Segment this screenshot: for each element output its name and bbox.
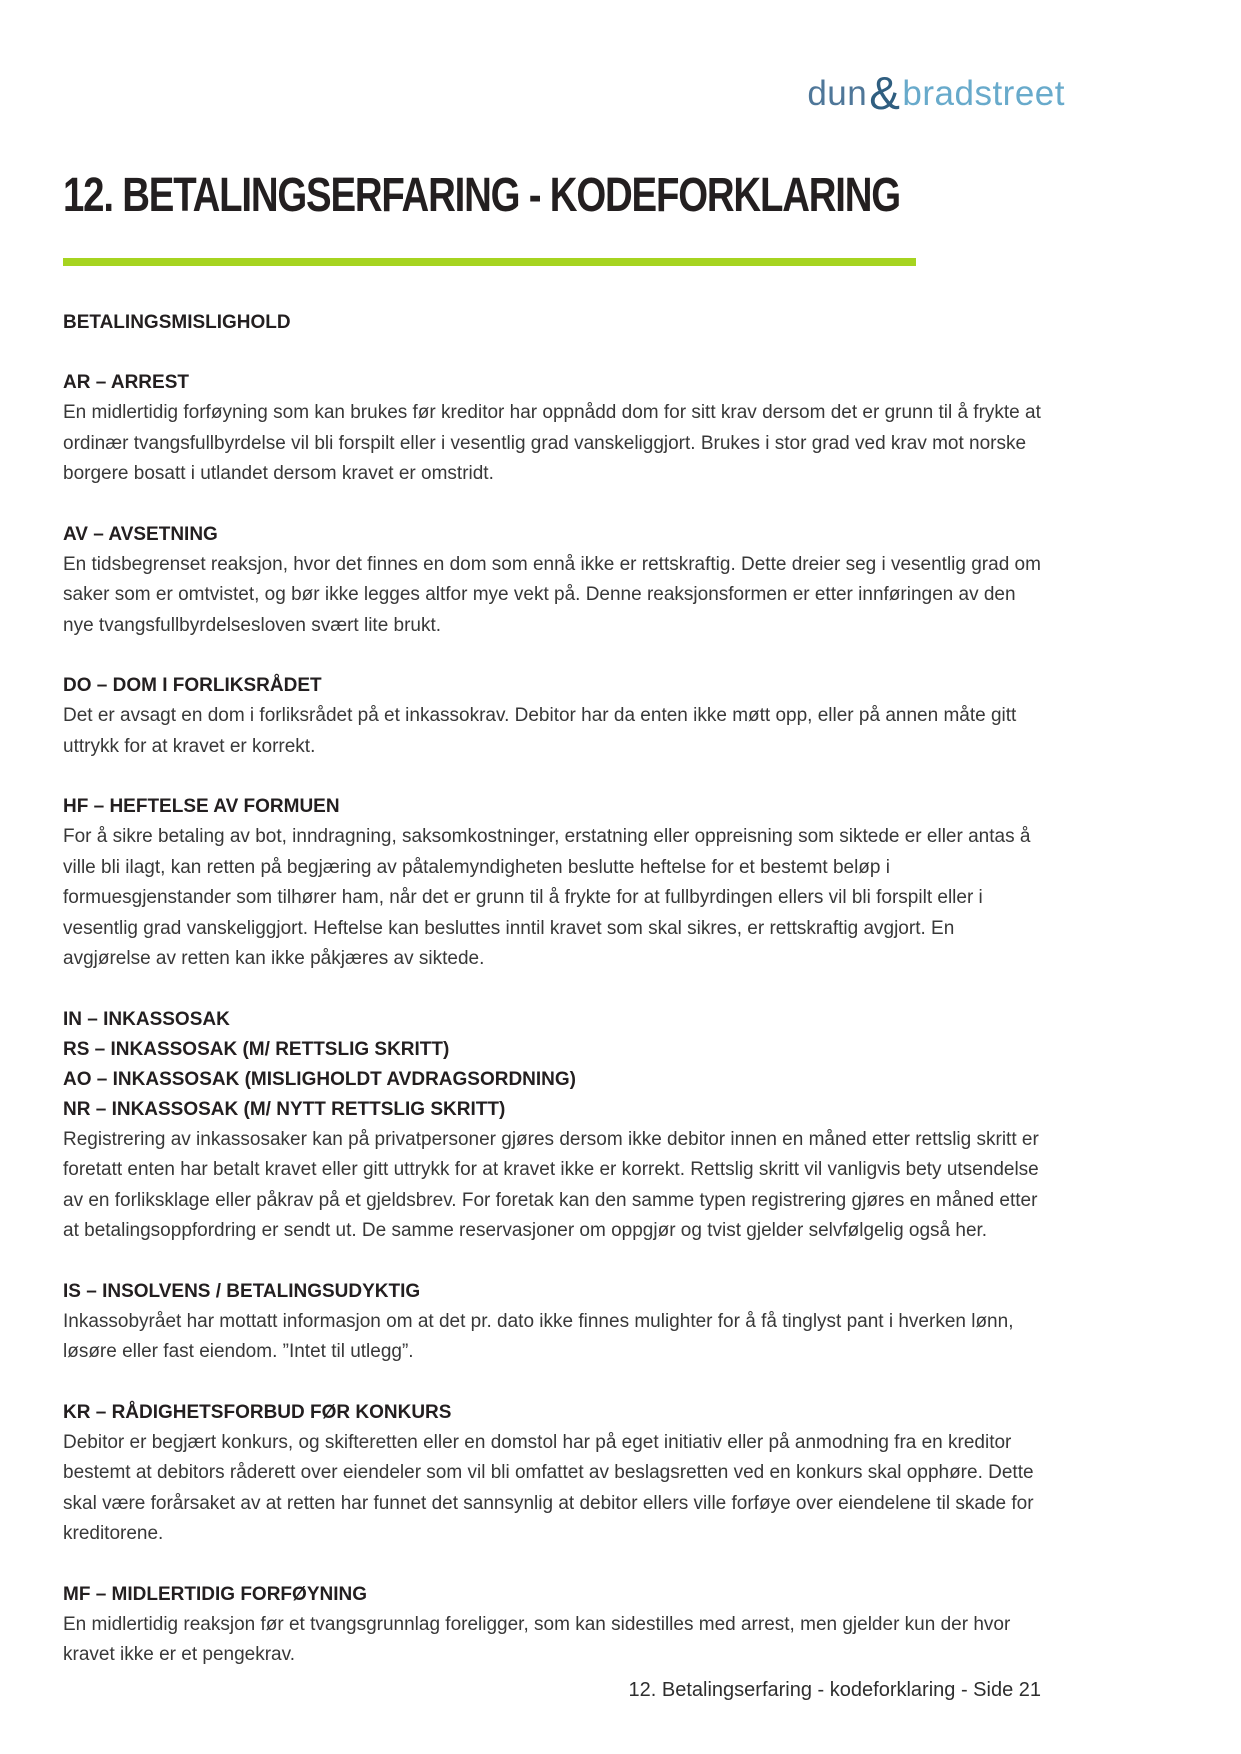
code-heading: HF – HEFTELSE AV FORMUEN	[63, 796, 340, 817]
code-heading: AO – INKASSOSAK (MISLIGHOLDT AVDRAGSORDNING)	[63, 1068, 577, 1090]
code-heading: IS – INSOLVENS / BETALINGSUDYKTIG	[63, 1280, 421, 1302]
page-title: 12. BETALINGSERFARING - KODEFORKLARING	[63, 169, 900, 222]
code-description: Registrering av inkassosaker kan på privatpersoner gjøres dersom ikke debitor innen en måned etter rettslig skritt er foretatt enten har betalt kravet eller gitt uttrykk for at kravet ikke er korrekt. Rettslig skritt vil vanligvis bety utsendelse av en forliksklage eller påkrav på et gjeldsbrev. For foretak kan den samme typen registrering gjøres en måned etter at betalingsoppfordring er sendt ut. De samme reservasjoner om oppgjør og tvist gjelder selvfølgelig også her.	[63, 1128, 1039, 1241]
logo-text-bradstreet: bradstreet	[902, 74, 1065, 113]
code-heading: AV – AVSETNING	[63, 523, 218, 545]
logo-text-dun: dun	[807, 74, 868, 113]
code-description: En midlertidig forføyning som kan brukes før kreditor har oppnådd dom for sitt krav dersom det er grunn til å frykte at ordinær tvangsfullbyrdelse vil bli forspilt eller i vesentlig grad vanskeliggjort. Brukes i stor grad ved krav mot norske borgere bosatt i utlandet dersom kravet er omstridt.	[63, 402, 1041, 484]
code-entry-mf	[63, 1580, 1045, 1671]
code-entry-do	[63, 671, 1045, 762]
code-entry-hf	[63, 792, 1045, 975]
code-entry-is	[63, 1277, 1045, 1368]
code-heading: RS – INKASSOSAK (M/ RETTSLIG SKRITT)	[63, 1038, 450, 1060]
code-heading: IN – INKASSOSAK	[63, 1008, 230, 1030]
code-description: Debitor er begjært konkurs, og skifteretten eller en domstol har på eget initiativ eller på anmodning fra en kreditor bestemt at debitors råderett over eiendeler som vil bli omfattet av beslagsretten ved en konkurs skal opphøre. Dette skal være forårsaket av at retten har funnet det sannsynlig at debitor ellers ville forføye over eiendelene til skade for kreditorene.	[63, 1431, 1034, 1544]
code-entry-av	[63, 520, 1045, 642]
code-entry-kr	[63, 1398, 1045, 1550]
code-entry-ar	[63, 368, 1045, 490]
code-entry-inkasso-group	[63, 1005, 1045, 1247]
code-description: En midlertidig reaksjon før et tvangsgrunnlag foreligger, som kan sidestilles med arrest, men gjelder kun der hvor kravet ikke er et pengekrav.	[63, 1613, 1011, 1665]
code-heading: DO – DOM I FORLIKSRÅDET	[63, 675, 322, 696]
logo-ampersand-icon: &	[869, 67, 901, 119]
code-heading: AR – ARREST	[63, 372, 189, 393]
code-description: Inkassobyrået har mottatt informasjon om at det pr. dato ikke finnes mulighter for å få tinglyst pant i hverken lønn, løsøre eller fast eiendom. ”Intet til utlegg”.	[63, 1310, 1014, 1362]
code-description: Det er avsagt en dom i forliksrådet på et inkassokrav. Debitor har da enten ikke møtt opp, eller på annen måte gitt uttrykk for at kravet er korrekt.	[63, 705, 1017, 757]
title-accent-rule	[63, 258, 916, 266]
page-footer: 12. Betalingserfaring - kodeforklaring - Side 21	[628, 1679, 1041, 1701]
code-description: En tidsbegrenset reaksjon, hvor det finnes en dom som ennå ikke er rettskraftig. Dette dreier seg i vesentlig grad om saker som er omtvistet, og bør ikke legges altfor mye vekt på. Denne reaksjonsformen er etter innføringen av den nye tvangsfullbyrdelsesloven svært lite brukt.	[63, 553, 1041, 636]
code-description: For å sikre betaling av bot, inndragning, saksomkostninger, erstatning eller oppreisning som siktede er eller antas å ville bli ilagt, kan retten på begjæring av påtalemyndigheten beslutte heftelse for et bestemt beløp i formuesgjenstander som tilhører ham, når det er grunn til å frykte for at fullbyrdingen ellers vil bli forspilt eller i vesentlig grad vanskeliggjort. Heftelse kan besluttes inntil kravet som skal sikres, er rettskraftig avgjort. En avgjørelse av retten kan ikke påkjæres av siktede.	[63, 826, 1031, 969]
section-heading: BETALINGSMISLIGHOLD	[63, 312, 291, 333]
code-heading: NR – INKASSOSAK (M/ NYTT RETTSLIG SKRITT)	[63, 1098, 506, 1120]
dun-bradstreet-logo	[807, 66, 1065, 119]
code-heading: MF – MIDLERTIDIG FORFØYNING	[63, 1583, 367, 1605]
document-body	[63, 308, 1045, 1671]
code-heading: KR – RÅDIGHETSFORBUD FØR KONKURS	[63, 1401, 452, 1423]
